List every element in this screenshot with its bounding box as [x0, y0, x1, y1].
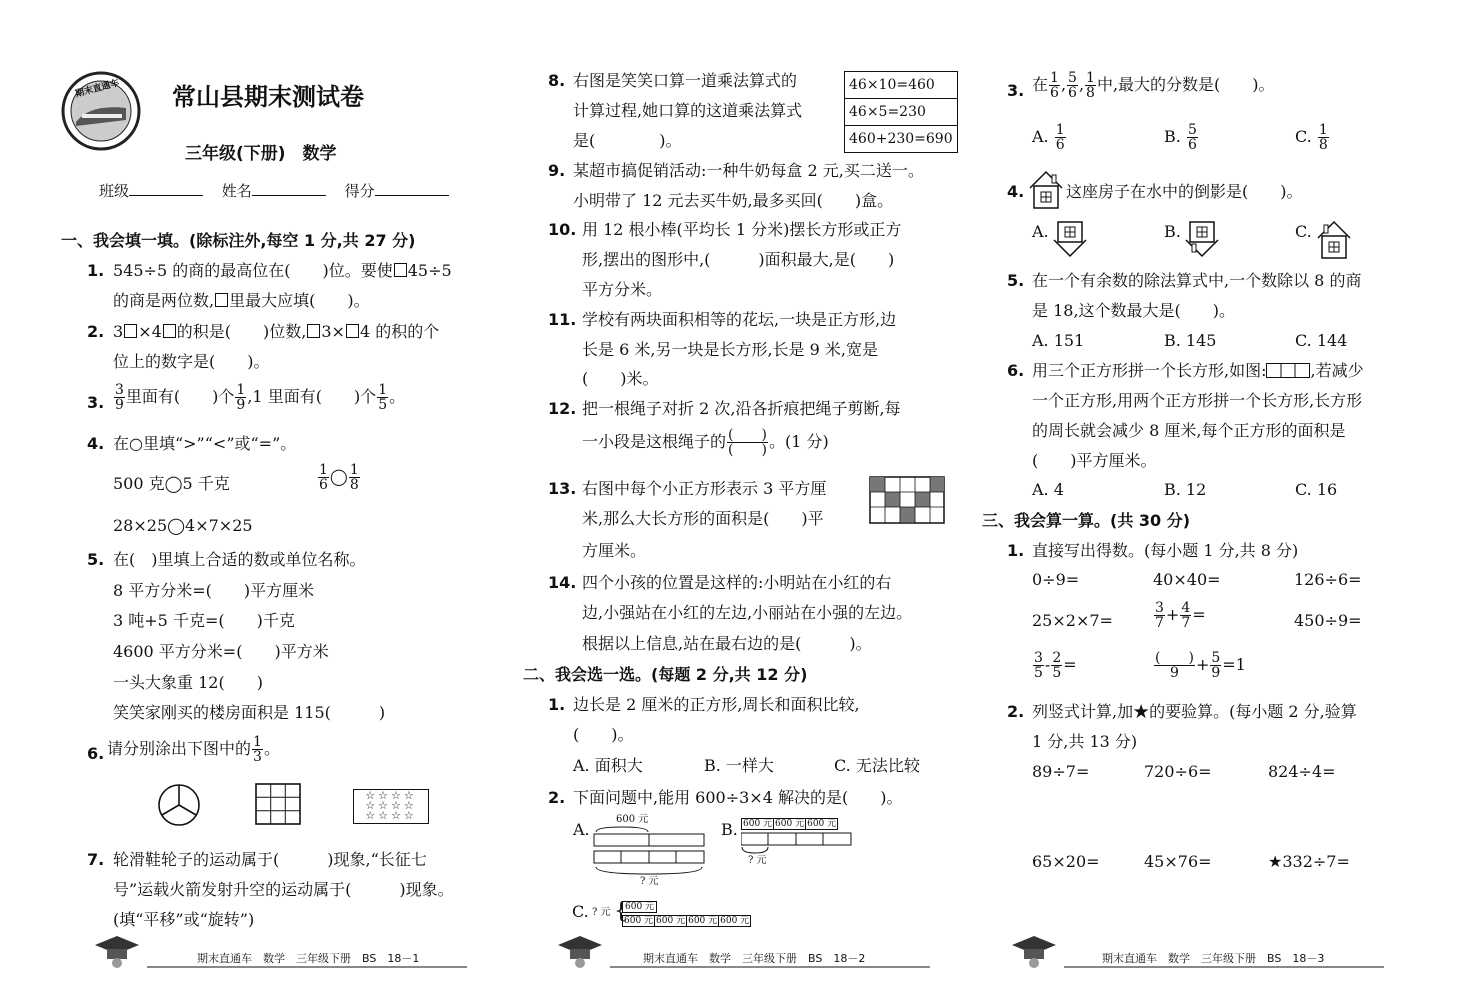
q5-line2: 3 吨+5 千克=( )千克	[113, 611, 295, 630]
q6-stars-figure	[353, 789, 429, 824]
exam-subtitle: 三年级(下册) 数学	[185, 144, 337, 164]
q8-line1: 右图是笑笑口算一道乘法算式的	[573, 71, 798, 90]
q8-calc-step-1: 46×10=460	[845, 72, 957, 99]
q9-line2: 小明带了 12 元去买牛奶,最多买回( )盒。	[573, 191, 894, 210]
s5-option-c: C. 144	[1295, 331, 1348, 350]
s6-text-b: ,若减少	[1310, 361, 1364, 380]
q2-text-b: ×4	[138, 322, 162, 341]
q4-compare-1: 500 克◯5 千克	[113, 474, 230, 493]
s1-option-b: B. 一样大	[704, 756, 774, 775]
s2-option-b-diagram	[741, 832, 853, 856]
s2-c-bar-2	[622, 915, 751, 927]
q3-text-b: ,1 里面有( )个	[247, 387, 377, 406]
c2-r1-c: 824÷4=	[1268, 762, 1336, 781]
s3-option-c: C. $\frac{1}{8}$	[1295, 122, 1328, 153]
q7-line2: 号”运载火箭发射升空的运动属于( )现象。	[113, 880, 454, 899]
star-icon: ☆	[365, 789, 379, 802]
q1-line1	[113, 261, 452, 280]
star-icon: ☆	[391, 809, 404, 822]
q2-text-d: 3×	[321, 322, 345, 341]
s4-option-b-label: B.	[1164, 222, 1181, 241]
info-row	[99, 182, 449, 200]
q3-line	[113, 383, 405, 412]
s6-option-a: A. 4	[1032, 480, 1064, 499]
graduation-cap-icon	[556, 933, 604, 969]
s2-c-brace: {	[614, 899, 628, 924]
c2-r2-b: 45×76=	[1144, 852, 1212, 871]
q6-text: 请分别涂出下图中的 $\frac{1}{3}$ 。	[107, 734, 280, 765]
s2-b-bar	[741, 818, 838, 830]
q13-line2: 米,那么大长方形的面积是( )平	[582, 509, 824, 528]
star-icon: ☆	[378, 809, 391, 822]
s6-three-squares-figure	[1266, 363, 1310, 378]
q12-text-a: 一小段是这根绳子的	[582, 432, 727, 451]
s2-b-seg-1: 600 元	[743, 819, 773, 829]
s5-line1: 在一个有余数的除法算式中,一个数除以 8 的商	[1032, 271, 1362, 290]
q12-number: 12.	[548, 399, 577, 418]
s6-number: 6.	[1007, 361, 1025, 380]
q8-number: 8.	[548, 71, 566, 90]
house-icon	[1028, 170, 1064, 210]
q3-number: 3.	[87, 393, 105, 412]
s1-line2: ( )。	[573, 725, 634, 744]
s2-option-a-label: A.	[573, 820, 590, 839]
q10-line1: 用 12 根小棒(平均长 1 分米)摆长方形或正方	[582, 220, 902, 239]
c2-r1-a: 89÷7=	[1032, 762, 1090, 781]
q4-compare-2: $\frac{1}{6}$ ◯ $\frac{1}{8}$	[319, 462, 359, 493]
c1-r2-b: $\frac{3}{7}$ + $\frac{4}{7}$ =	[1155, 600, 1206, 631]
q3-text-c: 。	[389, 387, 406, 406]
s1-option-c: C. 无法比较	[834, 756, 920, 775]
s3-option-a: A. $\frac{1}{6}$	[1032, 122, 1065, 153]
q8-calc-box	[844, 71, 958, 153]
q1-text-d: 里最大应填( )。	[229, 291, 370, 310]
page-column-2	[520, 0, 960, 1000]
s6-line4: ( )平方厘米。	[1032, 451, 1157, 470]
c1-text: 直接写出得数。(每小题 1 分,共 8 分)	[1032, 541, 1299, 560]
reflection-a-icon	[1052, 220, 1088, 260]
s1-number: 1.	[548, 695, 566, 714]
s5-line2: 是 18,这个数最大是( )。	[1032, 301, 1236, 320]
s2-option-a-diagram	[592, 824, 712, 878]
c2-line1: 列竖式计算,加★的要验算。(每小题 2 分,验算	[1032, 702, 1357, 721]
q7-line3: (填“平移”或“旋转”)	[113, 910, 255, 929]
c1-r1-c: 126÷6=	[1294, 570, 1362, 589]
footer-1: 期末直通车 数学 三年级下册 BS 18－1	[197, 952, 420, 965]
star-icon: ☆	[403, 789, 417, 802]
star-icon: ☆	[391, 789, 404, 802]
c1-number: 1.	[1007, 541, 1025, 560]
q5-line4: 一头大象重 12( )	[113, 673, 263, 692]
q12-text-b: 。(1 分)	[768, 432, 829, 451]
q1-text-a: 545÷5 的商的最高位在( )位。要使	[113, 261, 393, 280]
c1-r3-a: $\frac{3}{5}$ - $\frac{2}{5}$ =	[1034, 650, 1077, 681]
q1-line2	[113, 291, 370, 310]
q6-circle-figure	[157, 783, 201, 827]
c1-r2-a: 25×2×7=	[1032, 611, 1113, 630]
section-2-heading: 二、我会选一选。(每题 2 分,共 12 分)	[523, 665, 808, 684]
q6-number: 6.	[87, 744, 105, 763]
q5-number: 5.	[87, 550, 105, 569]
name-label: 姓名	[221, 182, 252, 200]
star-icon: ☆	[365, 809, 379, 822]
q6-text-a: 请分别涂出下图中的	[107, 739, 252, 758]
s2-c-seg-4: 600 元	[720, 916, 750, 926]
q2-text-e: 4 的积的个	[359, 322, 440, 341]
q2-line2: 位上的数字是( )。	[113, 352, 270, 371]
q2-line1	[113, 322, 439, 341]
q14-line1: 四个小孩的位置是这样的:小明站在小红的右	[582, 573, 892, 592]
s3-text-b: 中,最大的分数是( )。	[1096, 75, 1275, 94]
q6-text-end: 。	[263, 739, 280, 758]
q2-number: 2.	[87, 322, 105, 341]
q11-number: 11.	[548, 310, 577, 329]
q4-compare-3: 28×25◯4×7×25	[113, 516, 253, 535]
page-column-1	[55, 0, 495, 1000]
q8-calc-step-3: 460+230=690	[849, 131, 953, 147]
s4-number: 4.	[1007, 182, 1025, 201]
star-icon: ☆	[365, 799, 379, 812]
star-icon: ☆	[378, 789, 391, 802]
q13-number: 13.	[548, 479, 577, 498]
s5-option-a: A. 151	[1032, 331, 1085, 350]
q14-number: 14.	[548, 573, 577, 592]
q3-fraction-1: $\frac{3}{9}$	[115, 382, 124, 413]
q3-fraction-2: $\frac{1}{9}$	[236, 382, 246, 413]
c1-r2-c: 450÷9=	[1294, 611, 1362, 630]
q13-line1: 右图中每个小正方形表示 3 平方厘	[582, 479, 827, 498]
s6-option-c: C. 16	[1295, 480, 1338, 499]
q2-text-c: 的积是( )位数,	[176, 322, 307, 341]
s2-b-seg-2: 600 元	[775, 819, 805, 829]
s2-b-unknown: ? 元	[748, 855, 767, 866]
s2-option-c-label: C.	[572, 902, 589, 921]
q2-text-a: 3	[113, 322, 124, 341]
c1-r1-b: 40×40=	[1153, 570, 1221, 589]
q1-text-b: 45÷5	[407, 261, 452, 280]
s2-b-seg-3: 600 元	[807, 819, 837, 829]
s3-option-b: B. $\frac{5}{6}$	[1164, 122, 1197, 153]
q12-line2	[582, 428, 829, 457]
footer-3: 期末直通车 数学 三年级下册 BS 18－3	[1102, 952, 1325, 965]
q11-line1: 学校有两块面积相等的花坛,一块是正方形,边	[582, 310, 897, 329]
s5-number: 5.	[1007, 271, 1025, 290]
s3-number: 3.	[1007, 81, 1025, 100]
s2-c-seg-2: 600 元	[656, 916, 686, 926]
score-label: 得分	[344, 182, 375, 200]
q10-line3: 平方分米。	[582, 280, 663, 299]
q4-number: 4.	[87, 434, 105, 453]
q1-text-c: 的商是两位数,	[113, 291, 215, 310]
graduation-cap-icon	[1010, 933, 1058, 969]
q8-calc-step-2: 46×5=230	[845, 99, 957, 126]
q11-line3: ( )米。	[582, 369, 659, 388]
q12-line1: 把一根绳子对折 2 次,沿各折痕把绳子剪断,每	[582, 399, 901, 418]
footer-2: 期末直通车 数学 三年级下册 BS 18－2	[643, 952, 866, 965]
q11-line2: 长是 6 米,另一块是长方形,长是 9 米,宽是	[582, 340, 878, 359]
reflection-c-icon	[1316, 220, 1352, 260]
s2-c-seg-3: 600 元	[688, 916, 718, 926]
c1-r3-b: $\frac{( )}{9}$ + $\frac{5}{9}$ =1	[1155, 650, 1246, 681]
q12-blank-fraction: $\frac{( )}{( )}$	[728, 427, 767, 458]
s6-option-b: B. 12	[1164, 480, 1207, 499]
s2-option-b-label: B.	[721, 820, 738, 839]
exam-title: 常山县期末测试卷	[172, 82, 364, 111]
c1-r1-a: 0÷9=	[1032, 570, 1080, 589]
star-icon: ☆	[391, 799, 404, 812]
c2-line2: 1 分,共 13 分)	[1032, 732, 1138, 751]
s4-option-a-label: A.	[1032, 222, 1049, 241]
s2-line1: 下面问题中,能用 600÷3×4 解决的是( )。	[573, 788, 903, 807]
class-label: 班级	[99, 182, 130, 200]
q10-line2: 形,摆出的图形中,( )面积最大,是( )	[582, 250, 895, 269]
logo-text: 期末直通车	[74, 78, 121, 100]
s2-c-seg-1: 600 元	[624, 916, 654, 926]
q10-number: 10.	[548, 220, 577, 239]
q6-grid-figure	[255, 783, 301, 825]
q3-text-a: 里面有( )个	[125, 387, 235, 406]
q5-text: 在( )里填上合适的数或单位名称。	[113, 550, 366, 569]
section-3-heading: 三、我会算一算。(共 30 分)	[982, 511, 1191, 530]
star-icon: ☆	[403, 809, 417, 822]
q5-line3: 4600 平方分米=( )平方米	[113, 642, 329, 661]
star-icon: ☆	[403, 799, 417, 812]
s6-line3: 的周长就会减少 8 厘米,每个正方形的面积是	[1032, 421, 1346, 440]
q9-number: 9.	[548, 161, 566, 180]
s6-line1	[1032, 361, 1364, 380]
s2-c-unknown: ? 元	[592, 907, 611, 918]
c2-r2-a: 65×20=	[1032, 852, 1100, 871]
star-icon: ☆	[378, 799, 391, 812]
s4-text: 这座房子在水中的倒影是( )。	[1066, 182, 1303, 201]
graduation-cap-icon	[93, 933, 141, 969]
q1-number: 1.	[87, 261, 105, 280]
q14-line3: 根据以上信息,站在最右边的是( )。	[582, 634, 872, 653]
q5-line1: 8 平方分米=( )平方厘米	[113, 581, 315, 600]
c2-r2-c: ★332÷7=	[1268, 852, 1350, 871]
c2-r1-b: 720÷6=	[1144, 762, 1212, 781]
page-column-3	[980, 0, 1420, 1000]
q14-line2: 边,小强站在小红的左边,小丽站在小强的左边。	[582, 603, 913, 622]
q13-grid-figure	[869, 476, 945, 524]
s5-option-b: B. 145	[1164, 331, 1217, 350]
reflection-b-icon	[1184, 220, 1220, 260]
q8-line2: 计算过程,她口算的这道乘法算式	[573, 101, 803, 120]
s1-option-a: A. 面积大	[573, 756, 643, 775]
s2-number: 2.	[548, 788, 566, 807]
s6-line2: 一个正方形,用两个正方形拼一个长方形,长方形	[1032, 391, 1363, 410]
c2-number: 2.	[1007, 702, 1025, 721]
q7-line1: 轮滑鞋轮子的运动属于( )现象,“长征七	[113, 850, 427, 869]
q8-line3: 是( )。	[573, 131, 682, 150]
q7-number: 7.	[87, 850, 105, 869]
q5-line5: 笑笑家刚买的楼房面积是 115( )	[113, 703, 386, 722]
s3-text-a: 在	[1032, 75, 1049, 94]
s2-c-bar-1: 600 元	[622, 901, 657, 913]
s3-line: 在 $\frac{1}{6}$ , $\frac{5}{6}$ , $\frac{1}{8}$ 中,最大的分数是( )。	[1032, 70, 1275, 101]
section-1-heading: 一、我会填一填。(除标注外,每空 1 分,共 27 分)	[61, 231, 416, 250]
s2-a-amount: 600 元	[616, 814, 649, 825]
s2-a-unknown: ? 元	[640, 876, 659, 887]
q9-line1: 某超市搞促销活动:一种牛奶每盒 2 元,买二送一。	[573, 161, 924, 180]
q3-fraction-3: $\frac{1}{5}$	[378, 382, 388, 413]
q13-line3: 方厘米。	[582, 541, 647, 560]
q4-text: 在○里填“>”“<”或“=”。	[113, 434, 297, 453]
s6-text-a: 用三个正方形拼一个长方形,如图:	[1032, 361, 1267, 380]
s1-line1: 边长是 2 厘米的正方形,周长和面积比较,	[573, 695, 860, 714]
s4-option-c-label: C.	[1295, 222, 1312, 241]
